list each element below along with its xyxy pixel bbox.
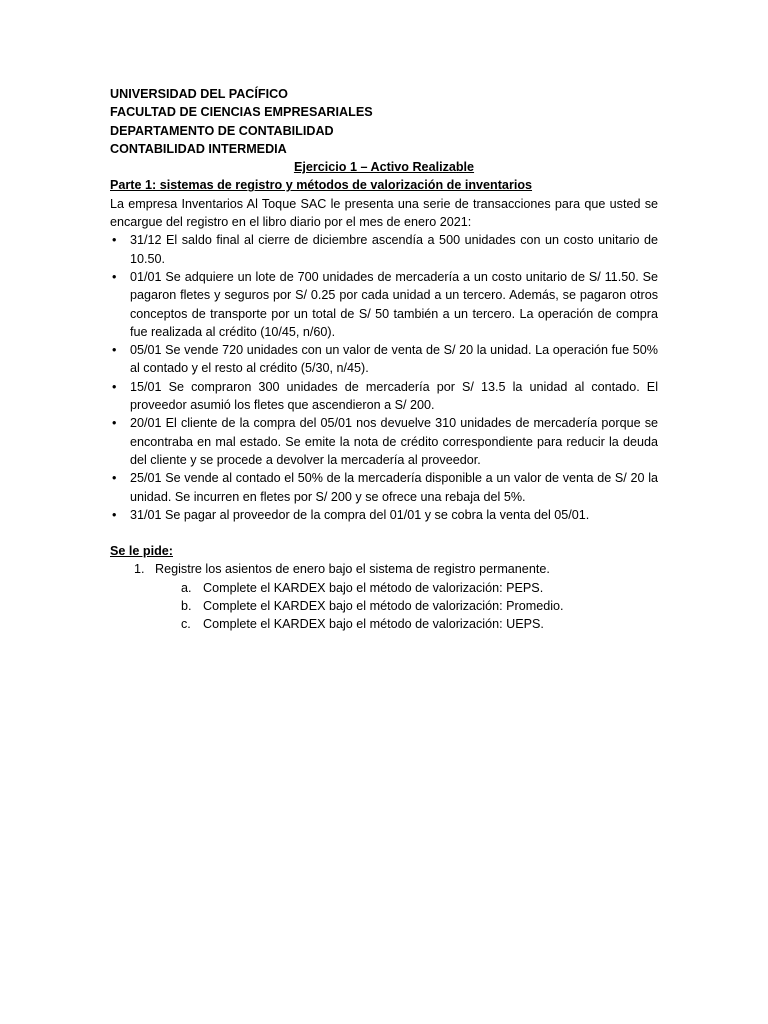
subtask-text: Complete el KARDEX bajo el método de valorización: UEPS. xyxy=(203,617,544,632)
bullet-icon: • xyxy=(112,416,117,431)
subtask-letter: a. xyxy=(181,580,192,595)
document-page xyxy=(110,85,658,634)
transaction-text: 31/01 Se pagar al proveedor de la compra del 01/01 y se cobra la venta del 05/01. xyxy=(130,507,590,522)
transaction-text: 20/01 El cliente de la compra del 05/01 nos devuelve 310 unidades de mercadería porque se encontraba en mal estado. Se emite la nota de crédito correspondiente para reducir la deuda del cliente y se procede a devolver la mercadería al proveedor. xyxy=(130,416,658,467)
list-item xyxy=(110,414,658,469)
transaction-text: 01/01 Se adquiere un lote de 700 unidades de mercadería a un costo unitario de S/ 11.50. Se pagaron fletes y seguros por S/ 0.25 por cada unidad a un tercero. Además, se pagaron otros conceptos de transporte por un total de S/ 50 también a un tercero. La operación de compra fue realizada al crédito (10/45, n/60). xyxy=(130,269,658,339)
intro-paragraph: La empresa Inventarios Al Toque SAC le presenta una serie de transacciones para que usted se encargue del registro en el libro diario por el mes de enero 2021: xyxy=(110,196,658,230)
task-number: 1. xyxy=(134,562,145,577)
subtask-text: Complete el KARDEX bajo el método de valorización: Promedio. xyxy=(203,599,564,614)
bullet-icon: • xyxy=(112,471,117,486)
course-name: CONTABILIDAD INTERMEDIA xyxy=(110,141,287,156)
list-item xyxy=(110,341,658,378)
bullet-icon: • xyxy=(112,343,117,358)
subtask-letter: c. xyxy=(181,617,191,632)
transaction-text: 31/12 El saldo final al cierre de diciembre ascendía a 500 unidades con un costo unitario de 10.50. xyxy=(130,233,658,266)
exercise-title: Ejercicio 1 – Activo Realizable xyxy=(293,160,475,175)
faculty-name: FACULTAD DE CIENCIAS EMPRESARIALES xyxy=(110,105,373,120)
subtask-item xyxy=(155,597,658,615)
transactions-list xyxy=(110,231,658,524)
transaction-text: 05/01 Se vende 720 unidades con un valor de venta de S/ 20 la unidad. La operación fue 50% al contado y el resto al crédito (5/30, n/45). xyxy=(130,343,658,376)
section-spacer xyxy=(110,524,658,542)
bullet-icon: • xyxy=(112,507,117,522)
university-name: UNIVERSIDAD DEL PACÍFICO xyxy=(110,87,288,101)
se-le-pide-heading: Se le pide: xyxy=(110,544,173,559)
subtask-letter: b. xyxy=(181,599,192,614)
transaction-text: 25/01 Se vende al contado el 50% de la mercadería disponible a un valor de venta de S/ 20 la unidad. Se incurren en fletes por S/ 200 y se ofrece una rebaja del 5%. xyxy=(130,471,658,504)
task-item xyxy=(110,560,658,633)
bullet-icon: • xyxy=(112,269,117,284)
task-text: Registre los asientos de enero bajo el sistema de registro permanente. xyxy=(155,562,550,577)
list-item xyxy=(110,268,658,341)
list-item xyxy=(110,506,658,524)
part-title: Parte 1: sistemas de registro y métodos de valorización de inventarios xyxy=(110,178,533,193)
bullet-icon: • xyxy=(112,379,117,394)
list-item xyxy=(110,231,658,268)
transaction-text: 15/01 Se compraron 300 unidades de mercadería por S/ 13.5 la unidad al contado. El proveedor asumió los fletes que ascendieron a S/ 200. xyxy=(130,379,658,413)
subtask-item xyxy=(155,579,658,597)
list-item xyxy=(110,469,658,506)
subtasks-list xyxy=(155,579,658,634)
tasks-list xyxy=(110,560,658,633)
subtask-text: Complete el KARDEX bajo el método de valorización: PEPS. xyxy=(203,580,544,595)
list-item xyxy=(110,378,658,415)
department-name: DEPARTAMENTO DE CONTABILIDAD xyxy=(110,123,334,138)
subtask-item xyxy=(155,615,658,633)
bullet-icon: • xyxy=(112,233,117,248)
